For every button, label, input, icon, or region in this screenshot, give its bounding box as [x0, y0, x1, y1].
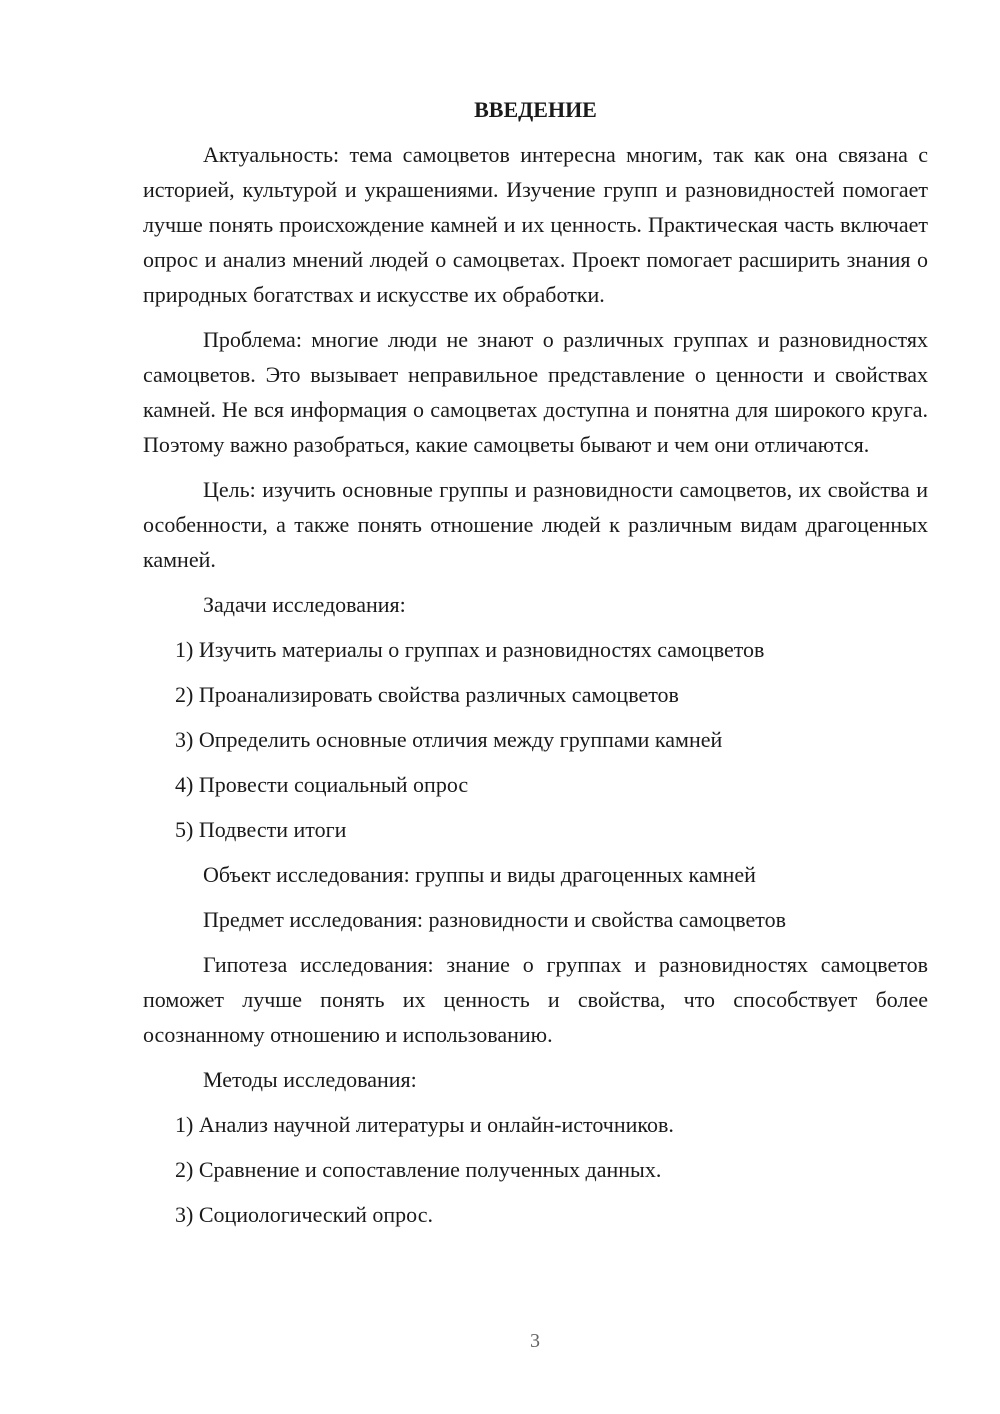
- relevance-paragraph: Актуальность: тема самоцветов интересна многим, так как она связана с историей, культурой и украшениями. Изучение групп и разновидностей помогает лучше понять происхождение камней и их ценность. Практическая часть включает опрос и анализ мнений людей о самоцветах. Проект помогает расширить знания о природных богатствах и искусстве их обработки.: [143, 142, 928, 307]
- section-title: ВВЕДЕНИЕ: [474, 97, 597, 122]
- task-item: 4) Провести социальный опрос: [175, 772, 469, 797]
- method-item: 1) Анализ научной литературы и онлайн-источников.: [175, 1112, 674, 1137]
- method-item: 3) Социологический опрос.: [175, 1202, 433, 1227]
- methods-heading: Методы исследования:: [203, 1067, 417, 1092]
- task-item: 5) Подвести итоги: [175, 817, 347, 842]
- hypothesis-paragraph: Гипотеза исследования: знание о группах и разновидностях самоцветов поможет лучше понять их ценность и свойства, что способствует более осознанному отношению и использованию.: [143, 952, 928, 1047]
- task-item: 1) Изучить материалы о группах и разновидностях самоцветов: [175, 637, 765, 662]
- page-number: 3: [530, 1330, 540, 1352]
- tasks-heading: Задачи исследования:: [203, 592, 406, 617]
- research-subject: Предмет исследования: разновидности и свойства самоцветов: [203, 907, 787, 932]
- task-item: 2) Проанализировать свойства различных самоцветов: [175, 682, 679, 707]
- research-object: Объект исследования: группы и виды драгоценных камней: [203, 862, 756, 887]
- problem-paragraph: Проблема: многие люди не знают о различных группах и разновидностях самоцветов. Это вызывает неправильное представление о ценности и свойствах камней. Не вся информация о самоцветах доступна и понятна для широкого круга. Поэтому важно разобраться, какие самоцветы бывают и чем они отличаются.: [143, 327, 928, 457]
- task-item: 3) Определить основные отличия между группами камней: [175, 727, 723, 752]
- goal-paragraph: Цель: изучить основные группы и разновидности самоцветов, их свойства и особенности, а также понять отношение людей к различным видам драгоценных камней.: [143, 477, 928, 572]
- page-content: [143, 92, 928, 1242]
- method-item: 2) Сравнение и сопоставление полученных данных.: [175, 1157, 662, 1182]
